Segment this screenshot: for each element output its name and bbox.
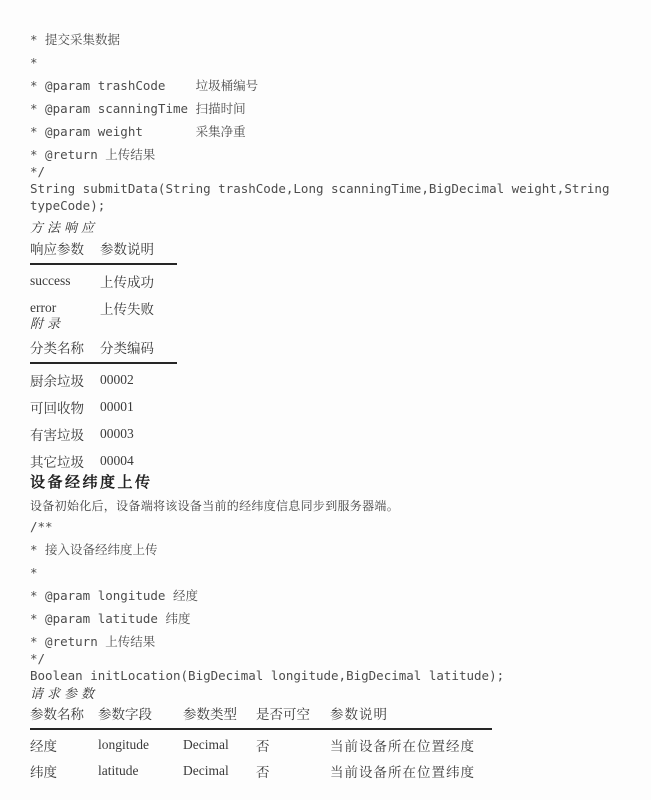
table-row [30,267,177,294]
table-header-cell: 参数名称 [30,707,84,723]
code-line: Boolean initLocation(BigDecimal longitude,BigDecimal latitude); [30,668,505,683]
code-line: * @param scanningTime 扫描时间 [30,101,246,116]
heading-request-params: 请求参数 [30,687,99,702]
table-cell: Decimal [183,763,229,778]
table-cell: error [30,299,57,315]
table-cell: 00002 [100,371,134,387]
code-line: typeCode); [30,198,106,213]
code-line: * @param weight 采集净重 [30,124,246,139]
table-cell: 上传失败 [100,301,154,318]
code-line: */ [30,164,46,179]
request-params-table [30,708,492,784]
table-cell: 厨余垃圾 [30,373,84,390]
table-cell: latitude [98,763,139,778]
code-block-submit-data [30,31,609,214]
table-cell: Decimal [183,737,229,752]
category-table [30,342,177,474]
code-line: * 提交采集数据 [30,32,121,47]
table-cell: 经度 [30,739,57,755]
response-table [30,243,177,321]
table-row [30,447,177,474]
table-cell: 当前设备所在位置纬度 [330,765,475,781]
heading-device-location-upload: 设备经纬度上传 [30,473,153,491]
table-header-cell: 参数说明 [100,242,154,258]
table-row [30,732,492,758]
table-header-row [30,243,177,265]
table-row [30,420,177,447]
table-header-row [30,342,177,364]
code-line: * [30,565,38,580]
table-cell: 否 [256,739,270,755]
table-cell: 当前设备所在位置经度 [330,739,475,755]
code-line: * @param latitude 纬度 [30,611,191,626]
code-line: * @return 上传结果 [30,147,156,162]
code-block-init-location [30,518,504,684]
table-row [30,758,492,784]
table-cell: 有害垃圾 [30,427,84,444]
table-header-cell: 参数类型 [183,707,237,723]
table-header-cell: 分类编码 [100,341,154,357]
code-line: * [30,55,38,70]
table-header-cell: 参数字段 [98,707,152,723]
code-line: String submitData(String trashCode,Long scanningTime,BigDecimal weight,String [30,181,610,196]
code-line: * 接入设备经纬度上传 [30,542,158,557]
device-location-description: 设备初始化后，设备端将该设备当前的经纬度信息同步到服务器端。 [30,499,400,513]
table-cell: 纬度 [30,765,57,781]
table-cell: success [30,272,71,288]
code-line: * @param trashCode 垃圾桶编号 [30,78,259,93]
table-cell: longitude [98,737,149,752]
table-header-cell: 响应参数 [30,242,84,258]
table-header-cell: 参数说明 [330,707,388,723]
table-row [30,393,177,420]
heading-appendix: 附录 [30,317,65,332]
table-cell: 上传成功 [100,274,154,291]
table-cell: 00004 [100,452,134,468]
table-cell: 可回收物 [30,400,84,417]
table-cell: 00003 [100,425,134,441]
code-line: /** [30,519,53,534]
table-header-cell: 是否可空 [256,707,310,723]
heading-method-response: 方法响应 [30,221,99,236]
table-header-cell: 分类名称 [30,341,84,357]
table-row [30,366,177,393]
table-cell: 其它垃圾 [30,454,84,471]
code-line: * @return 上传结果 [30,634,156,649]
table-cell: 00001 [100,398,134,414]
code-line: * @param longitude 经度 [30,588,198,603]
table-cell: 否 [256,765,270,781]
table-header-row [30,708,492,730]
code-line: */ [30,651,46,666]
